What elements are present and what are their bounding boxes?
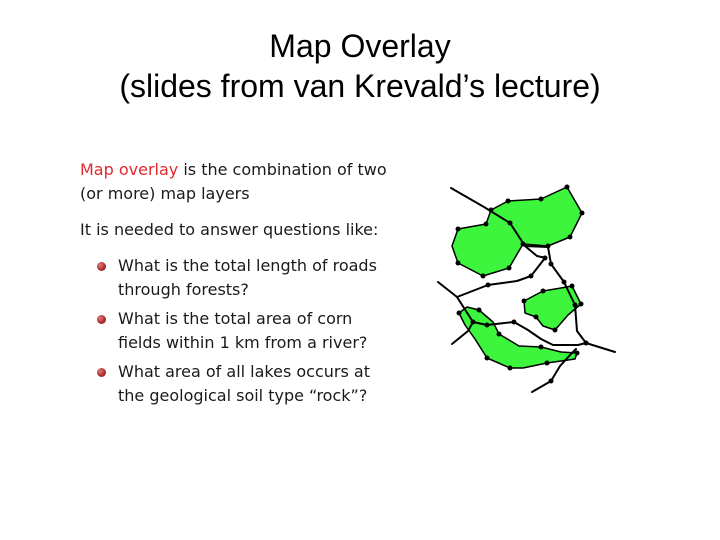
vertex xyxy=(485,356,490,361)
vertex xyxy=(584,341,589,346)
title-line-1: Map Overlay xyxy=(269,28,451,64)
vertex xyxy=(573,303,578,308)
vertex xyxy=(549,379,554,384)
vertex xyxy=(580,211,585,216)
vertex xyxy=(570,284,575,289)
vertex xyxy=(553,328,558,333)
vertex xyxy=(521,242,526,247)
vertex xyxy=(456,227,461,232)
vertex xyxy=(579,302,584,307)
vertex xyxy=(541,289,546,294)
vertex xyxy=(508,366,513,371)
vertex xyxy=(568,235,573,240)
vertex xyxy=(512,320,517,325)
road xyxy=(525,246,546,258)
list-item xyxy=(80,307,400,355)
vertex xyxy=(565,185,570,190)
vertex xyxy=(456,261,461,266)
vertex xyxy=(489,208,494,213)
bullet-dot-icon xyxy=(97,262,106,271)
question-list xyxy=(80,254,400,408)
list-item-text: What is the total length of roads through forests? xyxy=(118,256,377,299)
list-item xyxy=(80,360,400,408)
vertex xyxy=(477,308,482,313)
question-intro: It is needed to answer questions like: xyxy=(80,220,379,239)
bullet-dot-icon xyxy=(97,368,106,377)
slide-body xyxy=(80,158,400,413)
vertex xyxy=(546,244,551,249)
vertex xyxy=(481,274,486,279)
intro-paragraph xyxy=(80,158,400,206)
vertex xyxy=(522,299,527,304)
list-item-text: What is the total area of corn fields within 1 km from a river? xyxy=(118,309,368,352)
vertex xyxy=(471,320,476,325)
vertex xyxy=(529,274,534,279)
vertex xyxy=(507,266,512,271)
vertex xyxy=(506,199,511,204)
list-item xyxy=(80,254,400,302)
vertex xyxy=(486,283,491,288)
intro-text: is the combination of two (or more) map layers xyxy=(80,160,387,203)
vertex xyxy=(484,222,489,227)
vertex xyxy=(485,323,490,328)
title-line-2: (slides from van Krevald’s lecture) xyxy=(119,68,601,104)
highlighted-term: Map overlay xyxy=(80,160,179,179)
field-region xyxy=(524,286,581,330)
vertex xyxy=(549,262,554,267)
slide-title xyxy=(0,26,720,106)
map-overlay-figure xyxy=(430,178,630,400)
vertex xyxy=(534,315,539,320)
vertex xyxy=(508,221,513,226)
list-item-text: What area of all lakes occurs at the geological soil type “rock”? xyxy=(118,362,370,405)
vertex xyxy=(575,351,580,356)
vertex xyxy=(539,197,544,202)
vertex xyxy=(543,256,548,261)
vertex xyxy=(539,345,544,350)
vertex xyxy=(562,280,567,285)
bullet-dot-icon xyxy=(97,315,106,324)
vertex xyxy=(497,332,502,337)
vertex xyxy=(545,361,550,366)
vertex xyxy=(457,311,462,316)
